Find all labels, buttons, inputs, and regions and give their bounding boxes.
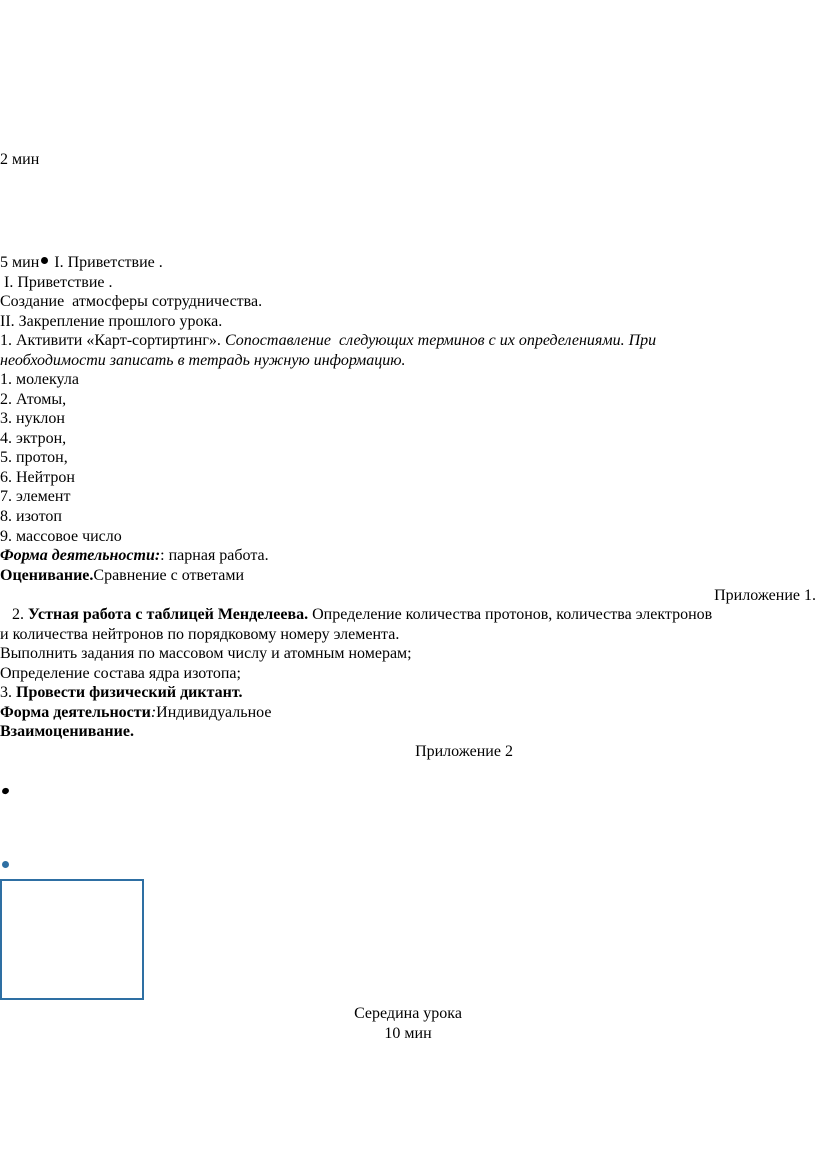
activity-instruction-2: необходимости записать в тетрадь нужную информацию. [0,352,406,369]
appendix-1: Приложение 1. [714,587,816,604]
evaluation-2: Взаимоценивание. [0,723,134,740]
bullet-icon [41,257,48,264]
bullet-icon [2,861,9,868]
task-3 [0,683,243,703]
term-item: 3. нуклон [0,410,65,427]
task-2-title: Устная работа с таблицей Менделеева. [28,606,309,623]
task-2-text: Определение количества протонов, количества электронов [308,606,713,623]
task-3-number: 3. [0,684,16,701]
form-activity-1 [0,546,269,566]
time-5min-line [0,253,163,273]
evaluation-label: Оценивание. [0,567,94,584]
form-activity-2-colon: : [150,704,157,721]
evaluation-1 [0,566,244,586]
task-2-line-2: и количества нейтронов по порядковому номеру элемента. [0,626,400,643]
form-activity-2-label: Форма деятельности [0,704,151,721]
appendix-2: Приложение 2 [415,743,513,760]
form-activity-2-value: Индивидуальное [156,704,272,721]
form-activity-label: Форма деятельности: [0,547,161,564]
form-activity-2 [0,703,271,723]
time-2min: 2 мин [0,151,40,168]
term-item: 6. Нейтрон [0,469,75,486]
time-5min: 5 мин [0,254,40,271]
middle-lesson-title: Середина урока [354,1005,462,1022]
task-2-line-4: Определение состава ядра изотопа; [0,665,241,682]
evaluation-value: Сравнение с ответами [93,567,245,584]
middle-lesson-time: 10 мин [384,1025,432,1042]
form-activity-value: : парная работа. [160,547,269,564]
greeting: I. Приветствие . [0,274,113,291]
greeting-inline: I. Приветствие . [54,254,163,271]
activity-instruction: Сопоставление следующих терминов с их определениями. При [224,332,657,349]
term-item: 5. протон, [0,449,68,466]
section-2-heading: II. Закрепление прошлого урока. [0,313,223,330]
empty-frame [0,879,144,1000]
atmosphere-text: Создание атмосферы сотрудничества. [0,293,263,310]
activity-line-1 [0,331,656,351]
term-item: 1. молекула [0,371,79,388]
activity-prefix: 1. Активити «Карт-сортиртинг». [0,332,225,349]
task-2-line-1 [0,605,712,625]
term-item: 7. элемент [0,488,71,505]
bullet-icon [1,787,10,795]
task-2-number: 2. [0,606,28,623]
task-2-line-3: Выполнить задания по массовом числу и атомным номерам; [0,645,412,662]
term-item: 2. Атомы, [0,391,67,408]
term-item: 8. изотоп [0,508,62,525]
term-item: 4. эктрон, [0,430,67,447]
task-3-title: Провести физический диктант. [16,684,243,701]
term-item: 9. массовое число [0,528,122,545]
